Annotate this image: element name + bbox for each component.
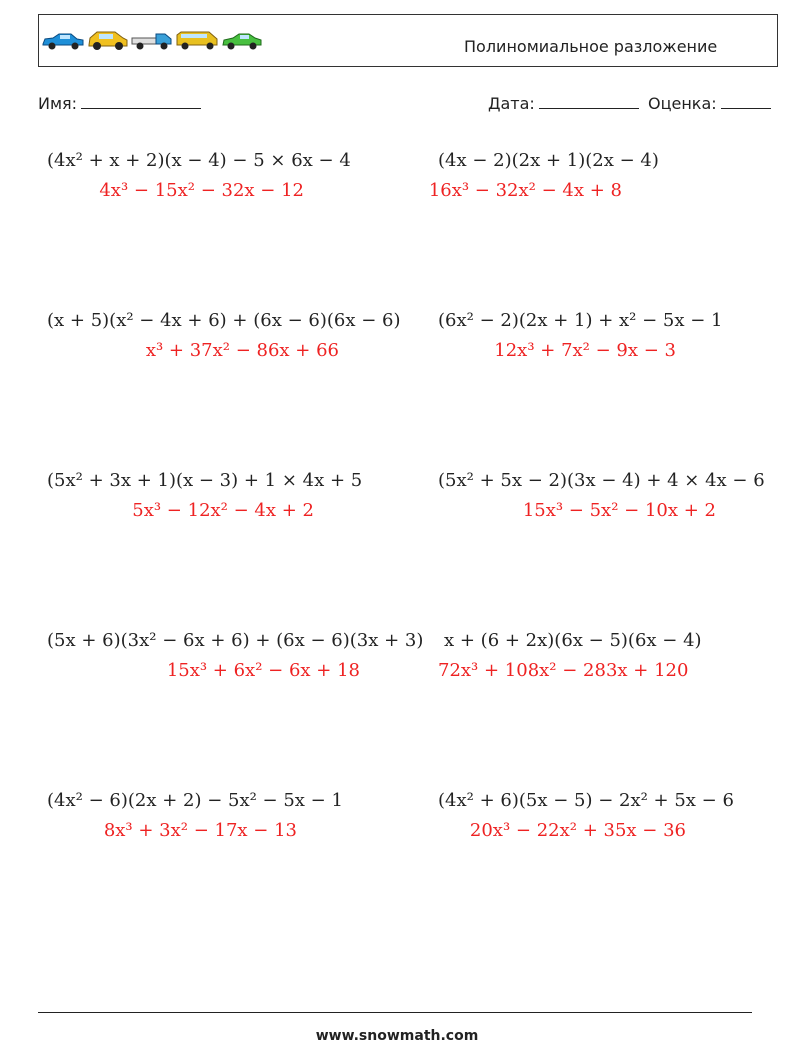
grade-label: Оценка: xyxy=(648,94,717,113)
grade-field[interactable] xyxy=(648,94,771,113)
date-line[interactable] xyxy=(539,107,639,109)
name-line[interactable] xyxy=(81,107,201,109)
problem-expression: (5x² + 3x + 1)(x − 3) + 1 × 4x + 5 xyxy=(47,470,363,491)
name-field[interactable] xyxy=(38,94,201,113)
pickup-truck-icon xyxy=(131,29,173,51)
yellow-hatchback-icon xyxy=(87,29,129,51)
date-field[interactable] xyxy=(488,94,639,113)
name-label: Имя: xyxy=(38,94,78,113)
yellow-van-icon xyxy=(175,29,219,51)
problem-answer: 8x³ + 3x² − 17x − 13 xyxy=(103,820,297,841)
date-label: Дата: xyxy=(488,94,535,113)
cars-logo xyxy=(41,29,263,51)
worksheet-header xyxy=(38,14,778,67)
problem-expression: (4x² + 6)(5x − 5) − 2x² + 5x − 6 xyxy=(438,790,734,811)
problem-answer: 15x³ + 6x² − 6x + 18 xyxy=(166,660,360,681)
problem-answer: 20x³ − 22x² + 35x − 36 xyxy=(469,820,686,841)
grade-line[interactable] xyxy=(721,107,771,109)
problem-answer: 12x³ + 7x² − 9x − 3 xyxy=(494,340,676,361)
problem-answer: 4x³ − 15x² − 32x − 12 xyxy=(99,180,304,201)
problem-expression: (4x − 2)(2x + 1)(2x − 4) xyxy=(438,150,659,171)
footer-website[interactable]: www.snowmath.com xyxy=(315,1028,479,1044)
footer-divider xyxy=(38,1012,752,1013)
problem-expression: (4x² − 6)(2x + 2) − 5x² − 5x − 1 xyxy=(47,790,343,811)
problem-answer: 16x³ − 32x² − 4x + 8 xyxy=(428,180,622,201)
blue-sedan-icon xyxy=(41,29,85,51)
problem-answer: x³ + 37x² − 86x + 66 xyxy=(145,340,339,361)
problem-expression: (5x² + 5x − 2)(3x − 4) + 4 × 4x − 6 xyxy=(438,470,765,491)
problem-answer: 5x³ − 12x² − 4x + 2 xyxy=(132,500,314,521)
problem-answer: 15x³ − 5x² − 10x + 2 xyxy=(522,500,716,521)
green-car-icon xyxy=(221,29,263,51)
problem-expression: (4x² + x + 2)(x − 4) − 5 × 6x − 4 xyxy=(47,150,351,171)
problem-answer: 72x³ + 108x² − 283x + 120 xyxy=(438,660,689,681)
problem-expression: (5x + 6)(3x² − 6x + 6) + (6x − 6)(3x + 3) xyxy=(47,630,424,651)
problem-expression: (x + 5)(x² − 4x + 6) + (6x − 6)(6x − 6) xyxy=(47,310,401,331)
problem-expression: x + (6 + 2x)(6x − 5)(6x − 4) xyxy=(444,630,702,651)
worksheet-title: Полиномиальное разложение xyxy=(464,37,718,56)
problem-expression: (6x² − 2)(2x + 1) + x² − 5x − 1 xyxy=(438,310,723,331)
